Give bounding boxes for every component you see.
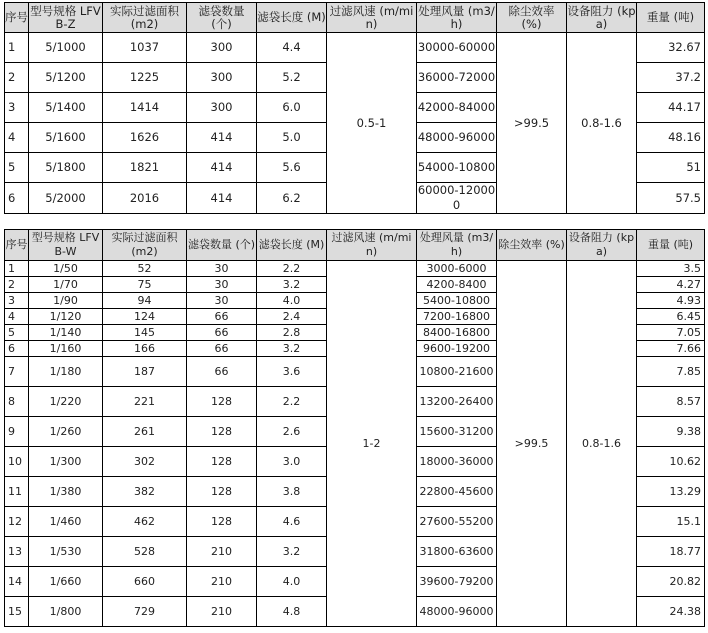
- cell-area: 660: [103, 567, 187, 597]
- cell-air: 54000-10800: [417, 153, 497, 183]
- cell-air: 48000-96000: [417, 597, 497, 627]
- cell-model: 5/1200: [29, 63, 103, 93]
- cell-area: 94: [103, 293, 187, 309]
- header-efficiency: 除尘效率 (%): [497, 3, 567, 33]
- cell-air: 42000-84000: [417, 93, 497, 123]
- cell-filter-speed: 1-2: [327, 261, 417, 627]
- cell-length: 3.2: [257, 277, 327, 293]
- cell-no: 14: [5, 567, 29, 597]
- cell-length: 6.2: [257, 183, 327, 214]
- cell-area: 1414: [103, 93, 187, 123]
- cell-air: 8400-16800: [417, 325, 497, 341]
- cell-bags: 30: [187, 293, 257, 309]
- header-air: 处理风量 (m3/h): [418, 3, 495, 31]
- cell-no: 2: [5, 63, 29, 93]
- header-speed: 过滤风速 (m/min): [327, 3, 417, 33]
- cell-length: 3.8: [257, 477, 327, 507]
- header-length: 滤袋长度 (M): [257, 230, 327, 261]
- cell-weight: 48.16: [637, 123, 705, 153]
- cell-area: 2016: [103, 183, 187, 214]
- header-area: 实际过滤面积 (m2): [103, 3, 187, 33]
- cell-length: 4.6: [257, 507, 327, 537]
- cell-bags: 128: [187, 387, 257, 417]
- cell-no: 1: [5, 33, 29, 63]
- cell-no: 1: [5, 261, 29, 277]
- cell-model: 5/1000: [29, 33, 103, 63]
- header-bags: 滤袋数量 (个): [187, 3, 257, 33]
- cell-length: 3.6: [257, 357, 327, 387]
- cell-no: 7: [5, 357, 29, 387]
- spec-table-lfvb-w: [4, 229, 705, 627]
- cell-area: 52: [103, 261, 187, 277]
- cell-area: 528: [103, 537, 187, 567]
- cell-weight: 10.62: [637, 447, 705, 477]
- cell-air: 3000-6000: [417, 261, 497, 277]
- cell-length: 6.0: [257, 93, 327, 123]
- cell-resistance: 0.8-1.6: [567, 261, 637, 627]
- cell-area: 302: [103, 447, 187, 477]
- header-no: 序号: [5, 3, 29, 33]
- cell-no: 11: [5, 477, 29, 507]
- cell-air: 10800-21600: [417, 357, 497, 387]
- cell-area: 1821: [103, 153, 187, 183]
- cell-length: 4.4: [257, 33, 327, 63]
- cell-bags: 128: [187, 447, 257, 477]
- header-speed: 过滤风速 (m/min): [327, 230, 417, 261]
- header-air: 处理风量 (m3/h): [417, 230, 497, 261]
- cell-bags: 300: [187, 33, 257, 63]
- cell-area: 1626: [103, 123, 187, 153]
- cell-air: 4200-8400: [417, 277, 497, 293]
- cell-weight: 6.45: [637, 309, 705, 325]
- cell-area: 187: [103, 357, 187, 387]
- cell-no: 8: [5, 387, 29, 417]
- cell-weight: 7.05: [637, 325, 705, 341]
- cell-no: 6: [5, 341, 29, 357]
- cell-efficiency: >99.5: [497, 261, 567, 627]
- cell-air: 7200-16800: [417, 309, 497, 325]
- cell-area: 124: [103, 309, 187, 325]
- cell-weight: 37.2: [637, 63, 705, 93]
- cell-no: 3: [5, 93, 29, 123]
- cell-no: 5: [5, 153, 29, 183]
- header-weight: 重量 (吨): [637, 3, 705, 33]
- cell-bags: 66: [187, 357, 257, 387]
- cell-area: 166: [103, 341, 187, 357]
- cell-no: 13: [5, 537, 29, 567]
- cell-length: 2.2: [257, 387, 327, 417]
- header-area: 实际过滤面积 (m2): [103, 230, 187, 261]
- header-length: 滤袋长度 (M): [257, 3, 327, 33]
- cell-air: 48000-96000: [417, 123, 497, 153]
- cell-weight: 13.29: [637, 477, 705, 507]
- cell-weight: 7.85: [637, 357, 705, 387]
- cell-no: 10: [5, 447, 29, 477]
- cell-model: 1/660: [29, 567, 103, 597]
- cell-no: 9: [5, 417, 29, 447]
- cell-air: 60000-120000: [417, 183, 496, 212]
- cell-model: 5/1400: [29, 93, 103, 123]
- cell-weight: 57.5: [637, 183, 705, 214]
- cell-weight: 32.67: [637, 33, 705, 63]
- cell-length: 2.2: [257, 261, 327, 277]
- cell-model: 1/180: [29, 357, 103, 387]
- cell-weight: 51: [637, 153, 705, 183]
- header-resistance: 设备阻力 (kpa): [567, 3, 636, 31]
- cell-length: 3.0: [257, 447, 327, 477]
- cell-bags: 66: [187, 309, 257, 325]
- cell-bags: 300: [187, 63, 257, 93]
- header-row: [5, 3, 705, 33]
- cell-weight: 4.27: [637, 277, 705, 293]
- cell-bags: 128: [187, 417, 257, 447]
- cell-weight: 3.5: [637, 261, 705, 277]
- cell-weight: 18.77: [637, 537, 705, 567]
- cell-air: 22800-45600: [417, 477, 497, 507]
- cell-bags: 30: [187, 261, 257, 277]
- cell-model: 1/50: [29, 261, 103, 277]
- cell-model: 1/90: [29, 293, 103, 309]
- cell-model: 1/380: [29, 477, 103, 507]
- cell-bags: 414: [187, 123, 257, 153]
- cell-length: 4.0: [257, 293, 327, 309]
- cell-area: 462: [103, 507, 187, 537]
- cell-air: 39600-79200: [417, 567, 497, 597]
- header-model: 型号规格 LFVB-W: [29, 230, 103, 261]
- cell-air: 15600-31200: [417, 417, 497, 447]
- cell-bags: 66: [187, 325, 257, 341]
- cell-area: 1225: [103, 63, 187, 93]
- cell-area: 729: [103, 597, 187, 627]
- cell-model: 1/800: [29, 597, 103, 627]
- cell-length: 4.0: [257, 567, 327, 597]
- cell-bags: 30: [187, 277, 257, 293]
- cell-length: 5.6: [257, 153, 327, 183]
- cell-length: 4.8: [257, 597, 327, 627]
- cell-bags: 128: [187, 477, 257, 507]
- header-bags: 滤袋数量 (个): [187, 230, 257, 261]
- cell-model: 1/140: [29, 325, 103, 341]
- cell-model: 1/260: [29, 417, 103, 447]
- cell-no: 5: [5, 325, 29, 341]
- cell-model: 1/300: [29, 447, 103, 477]
- cell-length: 3.2: [257, 537, 327, 567]
- cell-area: 1037: [103, 33, 187, 63]
- header-model: 型号规格 LFVB-Z: [30, 3, 101, 31]
- cell-no: 6: [5, 183, 29, 214]
- cell-no: 12: [5, 507, 29, 537]
- cell-no: 15: [5, 597, 29, 627]
- header-weight: 重量 (吨): [637, 230, 705, 261]
- header-resistance: 设备阻力 (kpa): [567, 230, 637, 261]
- cell-air: 27600-55200: [417, 507, 497, 537]
- cell-model: 1/120: [29, 309, 103, 325]
- cell-area: 75: [103, 277, 187, 293]
- cell-air: 18000-36000: [417, 447, 497, 477]
- cell-no: 4: [5, 309, 29, 325]
- cell-model: 1/70: [29, 277, 103, 293]
- cell-air: 36000-72000: [417, 63, 497, 93]
- cell-bags: 414: [187, 153, 257, 183]
- header-efficiency: 除尘效率 (%): [497, 230, 567, 261]
- cell-filter-speed: 0.5-1: [327, 33, 417, 214]
- header-row: [5, 230, 705, 261]
- cell-area: 221: [103, 387, 187, 417]
- cell-length: 3.2: [257, 341, 327, 357]
- cell-model: 1/160: [29, 341, 103, 357]
- header-no: 序号: [5, 230, 29, 261]
- cell-model: 5/1800: [29, 153, 103, 183]
- cell-bags: 66: [187, 341, 257, 357]
- cell-bags: 210: [187, 537, 257, 567]
- cell-area: 382: [103, 477, 187, 507]
- cell-air: 31800-63600: [417, 537, 497, 567]
- cell-weight: 24.38: [637, 597, 705, 627]
- cell-bags: 128: [187, 507, 257, 537]
- cell-air: 9600-19200: [417, 341, 497, 357]
- cell-air: 30000-60000: [417, 33, 497, 63]
- cell-model: 1/530: [29, 537, 103, 567]
- cell-length: 2.6: [257, 417, 327, 447]
- cell-efficiency: >99.5: [497, 33, 567, 214]
- cell-weight: 4.93: [637, 293, 705, 309]
- cell-model: 1/460: [29, 507, 103, 537]
- cell-bags: 414: [187, 183, 257, 214]
- cell-weight: 20.82: [637, 567, 705, 597]
- cell-length: 2.4: [257, 309, 327, 325]
- cell-no: 2: [5, 277, 29, 293]
- cell-weight: 7.66: [637, 341, 705, 357]
- cell-length: 2.8: [257, 325, 327, 341]
- cell-air: 13200-26400: [417, 387, 497, 417]
- table-row: [5, 33, 705, 63]
- cell-length: 5.2: [257, 63, 327, 93]
- cell-resistance: 0.8-1.6: [567, 33, 637, 214]
- cell-no: 3: [5, 293, 29, 309]
- cell-model: 1/220: [29, 387, 103, 417]
- cell-length: 5.0: [257, 123, 327, 153]
- cell-area: 261: [103, 417, 187, 447]
- cell-weight: 9.38: [637, 417, 705, 447]
- cell-no: 4: [5, 123, 29, 153]
- cell-bags: 210: [187, 597, 257, 627]
- cell-model: 5/1600: [29, 123, 103, 153]
- cell-bags: 300: [187, 93, 257, 123]
- cell-weight: 44.17: [637, 93, 705, 123]
- cell-model: 5/2000: [29, 183, 103, 214]
- cell-weight: 8.57: [637, 387, 705, 417]
- cell-bags: 210: [187, 567, 257, 597]
- cell-air: 5400-10800: [417, 293, 497, 309]
- table-row: [5, 261, 705, 277]
- cell-weight: 15.1: [637, 507, 705, 537]
- cell-area: 145: [103, 325, 187, 341]
- spec-table-lfvb-z: [4, 2, 705, 214]
